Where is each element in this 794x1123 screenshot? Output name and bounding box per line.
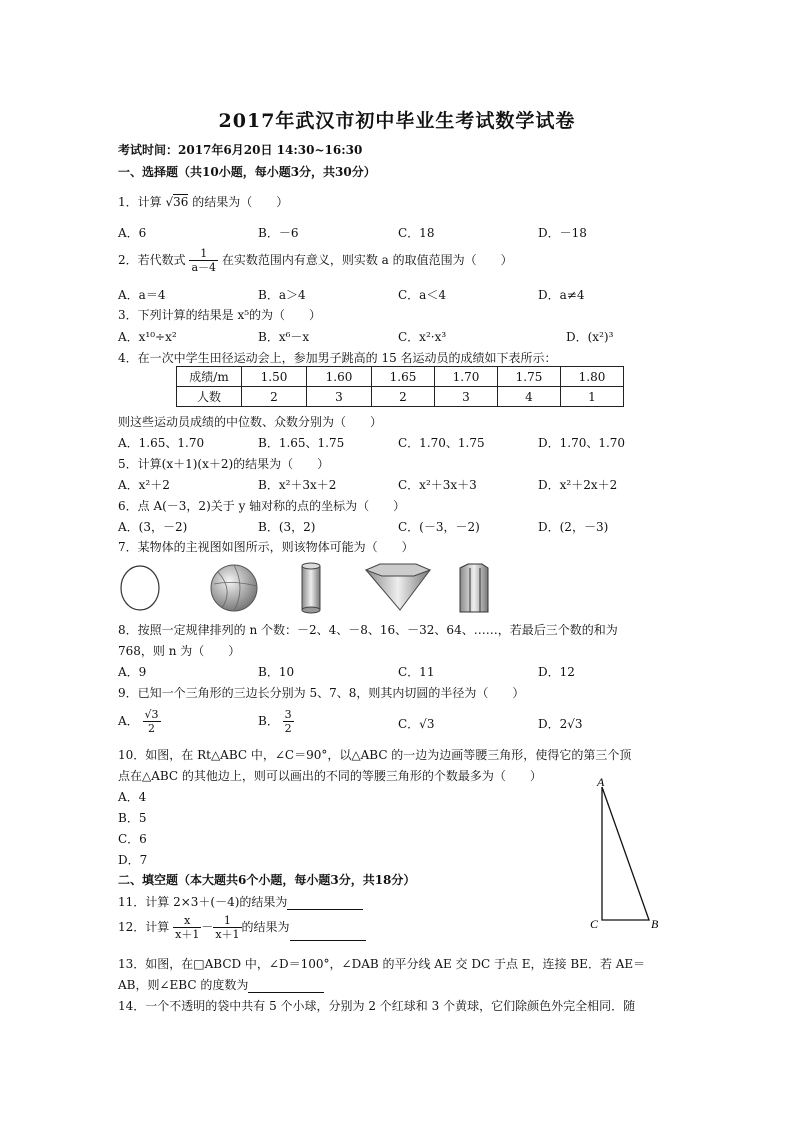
q8-option-a[interactable]: A．9 (118, 665, 147, 679)
table-cell: 1.75 (498, 367, 561, 387)
q9-a-denominator: 2 (148, 722, 155, 735)
q12-denominator-2: x＋1 (215, 928, 240, 941)
q4-option-d[interactable]: D．1.70、1.70 (538, 436, 626, 450)
table-cell: 2 (372, 387, 435, 407)
q10-option-a[interactable]: A．4 (118, 790, 147, 804)
table-cell: 3 (307, 387, 372, 407)
q9-b-numerator: 3 (284, 708, 292, 721)
q2-stem (118, 247, 513, 274)
exam-time: 考试时间：2017年6月20日 14:30~16:30 (118, 143, 363, 157)
q3-option-b[interactable]: B．x⁶－x (258, 330, 310, 344)
q13-answer-blank[interactable] (248, 980, 324, 993)
q2-numerator: 1 (189, 247, 218, 261)
q13-line2-wrap (118, 976, 324, 993)
q4-stem: 4．在一次中学生田径运动会上，参加男子跳高的 15 名运动员的成绩如下表所示： (118, 351, 557, 365)
q9-a-numerator: √3 (144, 708, 159, 721)
q9-option-a[interactable] (118, 708, 161, 735)
right-triangle-figure (585, 775, 665, 935)
q12-numerator-2: 1 (213, 914, 241, 928)
inverted-cone-figure-icon (366, 564, 430, 610)
q5-option-a[interactable]: A．x²＋2 (118, 478, 170, 492)
table-cell: 1.80 (561, 367, 624, 387)
q3-option-c[interactable]: C．x²·x³ (398, 330, 447, 344)
circle-figure-icon (121, 566, 159, 610)
q2-stem-b: 在实数范围内有意义，则实数 a 的取值范围为（ ） (221, 253, 513, 267)
q11-stem (118, 893, 363, 910)
q7-figures (118, 560, 498, 618)
vertex-c-label: C (590, 917, 599, 931)
q9-stem: 9．已知一个三角形的三边长分别为 5、7、8，则其内切圆的半径为（ ） (118, 686, 525, 700)
q1-option-c[interactable]: C．18 (398, 226, 435, 240)
score-table (176, 366, 624, 407)
table-row (177, 367, 624, 387)
table-cell: 4 (498, 387, 561, 407)
q3-option-d[interactable]: D．(x²)³ (566, 330, 614, 344)
q2-option-d[interactable]: D．a≠4 (538, 288, 585, 302)
table-cell: 1.70 (435, 367, 498, 387)
page-title: 2017年武汉市初中毕业生考试数学试卷 (218, 110, 576, 132)
section-fill-heading: 二、填空题（本大题共6个小题，每小题3分，共18分） (118, 873, 416, 887)
q12-stem (118, 914, 366, 941)
q4-option-b[interactable]: B．1.65、1.75 (258, 436, 345, 450)
vertex-b-label: B (651, 917, 659, 931)
q8-line1: 8．按照一定规律排列的 n 个数：－2、4、－8、16、－32、64、……，若最后三个数的和为 (118, 623, 618, 637)
q1-stem-b: 的结果为（ ） (192, 195, 289, 209)
q4-option-c[interactable]: C．1.70、1.75 (398, 436, 485, 450)
q11-answer-blank[interactable] (287, 897, 363, 910)
q8-option-c[interactable]: C．11 (398, 665, 435, 679)
q3-option-a[interactable]: A．x¹⁰÷x² (118, 330, 177, 344)
q2-fraction (189, 247, 218, 274)
q1-option-a[interactable]: A．6 (118, 226, 147, 240)
q12-minus: － (201, 920, 214, 934)
q9-option-c[interactable]: C．√3 (398, 717, 435, 731)
q12-denominator-1: x＋1 (175, 928, 200, 941)
q1-stem (118, 193, 288, 210)
table-cell: 3 (435, 387, 498, 407)
vertex-a-label: A (597, 775, 605, 789)
q6-option-d[interactable]: D．(2，－3) (538, 520, 609, 534)
q1-stem-a: 1．计算 (118, 195, 162, 209)
q6-option-b[interactable]: B．(3，2) (258, 520, 316, 534)
q1-option-d[interactable]: D．－18 (538, 226, 587, 240)
q2-option-a[interactable]: A．a＝4 (118, 288, 166, 302)
q1-radicand: 36 (173, 195, 189, 209)
q9-option-b-prefix: B． (258, 714, 279, 728)
q12-answer-blank[interactable] (290, 928, 366, 941)
q12-fraction-2 (213, 914, 241, 941)
q2-option-b[interactable]: B．a＞4 (258, 288, 306, 302)
q3-stem: 3．下列计算的结果是 x⁵的为（ ） (118, 308, 322, 322)
q5-option-b[interactable]: B．x²＋3x＋2 (258, 478, 337, 492)
q8-option-b[interactable]: B．10 (258, 665, 295, 679)
q4-option-a[interactable]: A．1.65、1.70 (118, 436, 205, 450)
q2-denominator: a－4 (191, 261, 217, 274)
q12-fraction-1 (173, 914, 201, 941)
q4-follow: 则这些运动员成绩的中位数、众数分别为（ ） (118, 415, 383, 429)
table-cell: 2 (242, 387, 307, 407)
q7-stem: 7．某物体的主视图如图所示，则该物体可能为（ ） (118, 540, 414, 554)
q12-stem-b: 的结果为 (241, 920, 290, 934)
q9-option-a-prefix: A． (118, 714, 139, 728)
q9-option-a-fraction (143, 708, 161, 735)
q10-option-c[interactable]: C．6 (118, 832, 147, 846)
q10-line2: 点在△ABC 的其他边上，则可以画出的不同的等腰三角形的个数最多为（ ） (118, 769, 542, 783)
section-choice-heading: 一、选择题（共10小题，每小题3分，共30分） (118, 165, 376, 179)
q6-option-a[interactable]: A．(3，－2) (118, 520, 188, 534)
q1-option-b[interactable]: B．－6 (258, 226, 299, 240)
q8-option-d[interactable]: D．12 (538, 665, 575, 679)
q13-line2: AB，则∠EBC 的度数为 (118, 978, 249, 992)
hexagonal-prism-figure-icon (460, 564, 488, 612)
table-cell: 1.65 (372, 367, 435, 387)
q9-option-d[interactable]: D．2√3 (538, 717, 583, 731)
table-header-cell: 成绩/m (177, 367, 242, 387)
q12-numerator-1: x (173, 914, 201, 928)
q10-line1: 10．如图，在 Rt△ABC 中，∠C＝90°，以△ABC 的一边为边画等腰三角形，使得它的第三个顶 (118, 748, 632, 762)
table-row (177, 387, 624, 407)
q9-option-b-fraction (283, 708, 294, 735)
q9-b-denominator: 2 (284, 722, 292, 735)
q5-option-d[interactable]: D．x²＋2x＋2 (538, 478, 618, 492)
table-cell: 1.60 (307, 367, 372, 387)
q6-option-c[interactable]: C．(－3，－2) (398, 520, 480, 534)
q9-option-b[interactable] (258, 708, 294, 735)
table-header-cell: 人数 (177, 387, 242, 407)
q10-option-b[interactable]: B．5 (118, 811, 147, 825)
q10-option-d[interactable]: D．7 (118, 853, 148, 867)
q13-line1: 13．如图，在□ABCD 中，∠D＝100°，∠DAB 的平分线 AE 交 DC 于点 E，连接 BE．若 AE＝ (118, 957, 646, 971)
cylinder-figure-icon (302, 563, 320, 613)
q8-line2: 768，则 n 为（ ） (118, 644, 241, 658)
table-cell: 1 (561, 387, 624, 407)
q6-stem: 6．点 A(－3，2)关于 y 轴对称的点的坐标为（ ） (118, 499, 406, 513)
q2-stem-a: 2．若代数式 (118, 253, 186, 267)
table-cell: 1.50 (242, 367, 307, 387)
sphere-figure-icon (211, 565, 257, 611)
q5-option-c[interactable]: C．x²＋3x＋3 (398, 478, 477, 492)
q14-line1: 14．一个不透明的袋中共有 5 个小球，分别为 2 个红球和 3 个黄球，它们除颜色外完全相同．随 (118, 999, 636, 1013)
q12-stem-a: 12．计算 (118, 920, 170, 934)
q5-stem: 5．计算(x＋1)(x＋2)的结果为（ ） (118, 457, 330, 471)
q2-option-c[interactable]: C．a＜4 (398, 288, 446, 302)
sqrt-symbol: √ (165, 195, 174, 209)
q11-text: 11．计算 2×3＋(－4)的结果为 (118, 895, 288, 909)
